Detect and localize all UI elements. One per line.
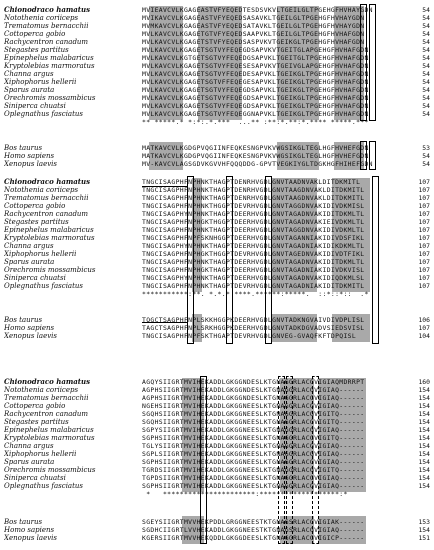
sequence: TNGCISAGPHFNPHGKTHAGPTDEERHVGDLGNVTAGADNIAKIDIVDKVISL — [142, 266, 365, 274]
sequence: TAGCTSAGPHFNPLSRKHGGPKDEERHVGDLGNVTADKDGVADVSIEDSVISL — [142, 324, 365, 332]
residue-count: 54 — [422, 160, 430, 168]
residue-count: 107 — [418, 202, 430, 210]
species-name: Chionodraco hamatus — [4, 378, 91, 386]
residue-count: 54 — [422, 46, 430, 54]
sequence: MV-KAVCVLAGSGDVKGVVHFQQQDDG-GPVTVEGKIYGLTDGKHGFHIHEFGDN — [142, 160, 373, 168]
residue-count: 154 — [418, 442, 430, 450]
species-name: Trematomus bernacchii — [4, 394, 89, 402]
residue-count: 54 — [422, 110, 430, 118]
species-name: Xenopus laevis — [4, 332, 57, 340]
sequence: KGERSIIGRTMVVHEKQDDLGKGGDEESLKTGNAGGRLACGVIGICP------ — [142, 534, 365, 542]
sequence: MVLKAVCVLKGAGETSGTVYFEQEGDSAPVKLTGEIKGLTPGEHGFHVHAFGDN — [142, 102, 369, 110]
residue-count: 154 — [418, 426, 430, 434]
residue-count: 154 — [418, 474, 430, 482]
sequence: SGEYSIIGRTMVVHEKPDDLGRGGNEESTKTGNAGSRLACGVIGIAK------ — [142, 518, 365, 526]
residue-count: 54 — [422, 78, 430, 86]
sequence: TNGCISAGPHYNPHNKTHAGPTDEERHVGDLGNVTAGADNIAKIDIKDKMLTL — [142, 242, 365, 250]
residue-count: 54 — [422, 38, 430, 46]
residue-count: 107 — [418, 250, 430, 258]
sequence: AGPHSIIGRTMVIHEKADDLGKGGNDESLKTGNAGGRLACGVIGIAQ------ — [142, 386, 365, 394]
sequence: AGPHSIIGRTMVIHEKADDLGKGGNDESLKTGNAGGRLACGVIGIAQ------ — [142, 394, 365, 402]
species-name: Stegastes partitus — [4, 46, 69, 54]
sequence: TNGCISAGPHFNPHNKTHAGPTDEVRHVGDLGNVTAGADNIAKIDITDKMITL — [142, 282, 365, 290]
motif-box-dashed — [286, 376, 293, 544]
sequence: MATKAVCVLKGDGPVQGIINFEQKESNGPVKVWGSIKGLTEGLHGFHVHEFGDN — [142, 144, 369, 152]
sequence: TNGCISAGPHFNPHGKTHGGPTDEERHVGDLGNVTAGADNVAKIEIVDKMLTL — [142, 218, 365, 226]
residue-count: 154 — [418, 458, 430, 466]
sequence: TGPDSIIGRTMVIHEKADDLGKGGNEESLKTGNAGGRLACGVIGIAQ------ — [142, 474, 365, 482]
sequence: SGPHSIIGRTMVIHEKADDLGKGGNEESLKTGNAGGRLACGVIGITQ------ — [142, 434, 365, 442]
residue-count: 53 — [422, 144, 430, 152]
species-name: Xiphophorus hellerii — [4, 450, 77, 458]
species-name: Xiphophorus hellerii — [4, 250, 77, 258]
species-name: Sparus aurata — [4, 258, 55, 266]
sequence: MVIEAVCVLKGAGEASTVFYEQEDTESDSVKVLTGEILGLTPGEHGFHVHAYGDN — [142, 6, 373, 14]
sequence: SGPHSIIGRTMVIHEKADDLGKGGNEESLKTGNAGGRLACGVIGIAQ------ — [142, 482, 365, 490]
sequence: TNGCISAGPHFNPHNKTHAGPTDENRHVGDLGNVTAAGDNVAKLDITDKMITL — [142, 186, 365, 194]
species-name — [4, 290, 140, 298]
sequence: MVLKAVCVLKGAGETSTVFYEQEDSASPVKVTGEIKGLTPGEHGFHVHAFGDN — [142, 38, 365, 46]
species-name: Trematomus bernacchii — [4, 22, 89, 30]
species-name: Siniperca chuatsi — [4, 474, 66, 482]
sequence: MATKAVCVLKGDGPVQGIINFEQKESNGPVKVWGSIKGLTEGLHGFHVHEFGDN — [142, 152, 369, 160]
residue-count: 107 — [418, 258, 430, 266]
residue-count: 107 — [418, 218, 430, 226]
residue-count: 154 — [418, 450, 430, 458]
sequence: TNGCISAGPHFNPFSKTHGAPTDEVRHVGDLGNVEG-GVAQFKFTDPQISL — [142, 332, 357, 340]
sequence: MVLKAVCVLKGAGETSGTVYFEQEGDSAPVKVTGEITGLAPGEHGFHVHAFGDN — [142, 46, 369, 54]
sequence: TNGCISAGPHYNPHNKTHAGPTDEERHVGDLGNVTAGADNVAKIDITDKMLTL — [142, 210, 365, 218]
sequence: MVLKAVCVLKGAGETGTVFYEQEDSAAPVKLTGEILGLTPGEHGFHVHAFGDN — [142, 30, 365, 38]
sequence: SGQHSIIGRTMVIHEKADDLGKGGNEESLKTGNAGGRLACGVIGITQ------ — [142, 410, 365, 418]
residue-count: 54 — [422, 70, 430, 78]
species-name: Epinephelus malabaricus — [4, 54, 94, 62]
sequence: TNGCISAGPHFNPFSKNHGGPTDEERHVGDLGNVTAGANNIAKIDIVDSFIKL — [142, 234, 365, 242]
residue-count: 107 — [418, 194, 430, 202]
species-name: Bos taurus — [4, 316, 43, 324]
motif-box — [369, 141, 376, 170]
species-name: Notothenia coriiceps — [4, 386, 79, 394]
species-name — [4, 490, 140, 498]
species-name: Siniperca chuatsi — [4, 274, 66, 282]
sequence: MVLKAVCVLKGAGETSGTVYFEQEGDSAPVKLTGEIKGLTPGEHGFHVHAFGDN — [142, 86, 369, 94]
species-name: Cottoperca gobio — [4, 402, 66, 410]
residue-count: 107 — [418, 324, 430, 332]
species-name: Orechromis mossambicus — [4, 466, 96, 474]
residue-count: 154 — [418, 434, 430, 442]
species-name: Stegastes partitus — [4, 418, 69, 426]
sequence: MVLKAVCVLKGTGETSGTVYFEQEDGSAPVKLTGEITGLTPGEHGFHVHAFGDN — [142, 54, 369, 62]
species-name: Oplegnathus fasciatus — [4, 110, 84, 118]
species-name: Sparus aurata — [4, 86, 55, 94]
residue-count: 107 — [418, 242, 430, 250]
species-name: Xenopus laevis — [4, 534, 57, 542]
sequence: TNGCISAGPHFNPHNKTHGGPTDEVRHVGDLGNVTAGGDNVAKIDIVDKMISL — [142, 202, 365, 210]
residue-count: 54 — [422, 22, 430, 30]
residue-count: 154 — [418, 394, 430, 402]
motif-box — [226, 176, 233, 344]
species-name: Xiphophorus hellerii — [4, 78, 77, 86]
residue-count: 151 — [418, 534, 430, 542]
motif-box — [187, 176, 194, 344]
residue-count: 54 — [422, 6, 430, 14]
sequence: SGPHSIIGRTMVIHEKADDLGKGGNEESLKTGNAGGRLACGVIGIAQ------ — [142, 458, 365, 466]
species-name: Orechromis mossambicus — [4, 266, 96, 274]
residue-count: 154 — [418, 466, 430, 474]
species-name: Oplegnathus fasciatus — [4, 282, 84, 290]
motif-box — [372, 176, 379, 344]
residue-count: 154 — [418, 410, 430, 418]
species-name: Cottoperca gobio — [4, 202, 66, 210]
motif-box — [360, 4, 367, 121]
residue-count: 154 — [418, 418, 430, 426]
species-name: Kryptolebias marmoratus — [4, 234, 95, 242]
residue-count: 54 — [422, 30, 430, 38]
species-name: Kryptolebias marmoratus — [4, 62, 95, 70]
alignment-block-3 — [0, 376, 434, 548]
motif-box — [360, 141, 367, 170]
residue-count — [408, 290, 430, 298]
residue-count: 107 — [418, 266, 430, 274]
conservation-line: ***********:**. *.*.* ****.******:*****. ::*::*:: .* — [142, 290, 369, 298]
species-name: Orechromis mossambicus — [4, 94, 96, 102]
species-name: Bos taurus — [4, 144, 43, 152]
motif-box — [265, 176, 272, 344]
residue-count — [408, 118, 430, 126]
species-name: Siniperca chuatsi — [4, 102, 66, 110]
alignment-block-1 — [0, 4, 434, 168]
residue-count: 154 — [418, 482, 430, 490]
sequence: SGQHSIIGRTMVIHEKADDLGKGGNEESLKTGNAGGRLACGVIGITQ------ — [142, 418, 365, 426]
sequence: TNGCISAGPHFNPHNKTHAGPTDEERHVGDLGNVTAGGDNVAKIDIVDKMLTL — [142, 226, 365, 234]
sequence: MVMKAVCVLKGAGEASTVFYEQEDSATAVKLTGEILGLTPGEHGFHVHAYGDN — [142, 22, 365, 30]
species-name: Channa argus — [4, 242, 54, 250]
species-name — [4, 118, 140, 126]
species-name: Cottoperca gobio — [4, 30, 66, 38]
sequence: AGQYSIIGRTMVIHEKADDLGKGGNDESLKTGNAGGRLACGVIGIAQMDRRPT — [142, 378, 365, 386]
species-name: Rachycentron canadum — [4, 38, 89, 46]
residue-count: 154 — [418, 386, 430, 394]
residue-count: 54 — [422, 86, 430, 94]
sequence: TGRDSIIGRTMVIHEKADDLGKGGNEESLKTGNAGGRLACGVIGITQ------ — [142, 466, 365, 474]
species-name: Epinephelus malabaricus — [4, 426, 94, 434]
residue-count: 54 — [422, 62, 430, 70]
species-name: Rachycentron canadum — [4, 210, 89, 218]
motif-box — [369, 4, 376, 121]
species-name: Homo sapiens — [4, 324, 55, 332]
residue-count: 54 — [422, 54, 430, 62]
sequence: MVLKAVCVLKGAGETSGTVYFEQEGDSAPVKLTGEIKGLTPGEHGFHVHAFGDN — [142, 94, 369, 102]
species-name: Channa argus — [4, 442, 54, 450]
species-name: Xenopus laevis — [4, 160, 57, 168]
residue-count: 54 — [422, 14, 430, 22]
sequence: NGEHSIIGRTMVIHEKADDLGKGGNEESLKTGNAGGRLACGVIGIAQ------ — [142, 402, 365, 410]
species-name: Rachycentron canadum — [4, 410, 89, 418]
alignment-block-2 — [0, 178, 434, 348]
residue-count: 107 — [418, 210, 430, 218]
sequence: TNGCISAGPHFNPHNKTHAGPTDEERHVGDLGNVTAGADNVAKIDITDKMLTL — [142, 258, 365, 266]
residue-count: 107 — [418, 282, 430, 290]
sequence: TNGCISAGPHFNPHNKTHAGPTDENRHVGDLGNVTAADNVAKLDITDKMITL — [142, 178, 361, 186]
conservation-line: * **********************:*******************:* — [142, 490, 348, 498]
sequence: MVLKAVCVLKGAGETSGTVYFEQEGGNAPVKLTGEIKGLTPGEHGFHVHAFGDN — [142, 110, 369, 118]
species-name: Kryptolebias marmoratus — [4, 434, 95, 442]
residue-count: 160 — [418, 378, 430, 386]
species-name: Epinephelus malabaricus — [4, 226, 94, 234]
sequence: TNGCISAGPHFNPHNKTHAGPTDENRHVGDLGNVTAAGDNVAKLDITDKMITL — [142, 194, 365, 202]
sequence: MVLKAVCVLKGAGETSGTVYFEQESESAPVKVTGEIVGLAPGEHGFHVHAFGDN — [142, 62, 369, 70]
sequence: TGLYSIIGRTMVIHEKADDLGKGGNEESLKTGNAGGRLACGVIGIAQ------ — [142, 442, 365, 450]
species-name: Notothenia coriiceps — [4, 186, 79, 194]
sequence: TNGCISAGPHFNPHGKTHGGPTDEVRHVGDLGNVTAGEDNVAKIDIVDTFIKL — [142, 250, 365, 258]
motif-box — [200, 376, 207, 544]
residue-count: 54 — [422, 152, 430, 160]
species-name: Stegastes partitus — [4, 218, 69, 226]
sequence: SGDHCIIGRTLVVHEKADDLGKGGNEESTKTGNAGSRLACGVIGIAQ------ — [142, 526, 365, 534]
species-name: Trematomus bernacchii — [4, 194, 89, 202]
residue-count: 154 — [418, 402, 430, 410]
residue-count: 107 — [418, 274, 430, 282]
motif-box-dashed — [278, 376, 285, 544]
sequence: SGPLSIIGRTMVIHEKADDLGKGGNEESLKTGNAGGRLACGVIGIAQ------ — [142, 450, 365, 458]
residue-count: 153 — [418, 518, 430, 526]
residue-count: 106 — [418, 316, 430, 324]
residue-count: 107 — [418, 178, 430, 186]
sequence: MVLKAVCVLKGAGETSGTVYFEQEDESAPVKLTGEIKGLTPGEHGFHVHAFGDN — [142, 70, 369, 78]
residue-count: 54 — [422, 94, 430, 102]
residue-count: 54 — [422, 102, 430, 110]
sequence: TNGCISAGPHYNPHNKTHAGPTDEERHVGDLGNVTAGADNVAKIDIQDKMLSL — [142, 274, 365, 282]
species-name: Notothenia coriiceps — [4, 14, 79, 22]
sequence: MVLKAVCVLKGAGETSGTVFFEQEGESAPVKLTGEIKGLTPGEHGFHVHAFGDN — [142, 78, 369, 86]
species-name: Channa argus — [4, 70, 54, 78]
motif-box-dashed — [312, 376, 319, 544]
species-name: Bos taurus — [4, 518, 43, 526]
species-name: Homo sapiens — [4, 152, 55, 160]
species-name: Oplegnathus fasciatus — [4, 482, 84, 490]
species-name: Chionodraco hamatus — [4, 6, 91, 14]
residue-count: 107 — [418, 186, 430, 194]
conservation-line: ** *****.* *:*:.*.*** ...** :**:*.**:*.**** *****.*** — [142, 118, 369, 126]
residue-count: 107 — [418, 226, 430, 234]
residue-count: 154 — [418, 526, 430, 534]
residue-count — [408, 490, 430, 498]
species-name: Sparus aurata — [4, 458, 55, 466]
sequence: MVIKAVCVLKGAGEASTVFYEQEDSASAVKLTGEILGLTPGEHGFHVHAYGDN — [142, 14, 365, 22]
sequence: TQGCTSAGPHFNPLSKKHGGPKDEERHVGDLGNVTADKNGVAIVDIVDPLISL — [142, 316, 365, 324]
species-name: Homo sapiens — [4, 526, 55, 534]
residue-count: 107 — [418, 234, 430, 242]
residue-count: 104 — [418, 332, 430, 340]
species-name: Chionodraco hamatus — [4, 178, 91, 186]
sequence: SGPYSIIGRTMVIHEKADDLGKGGNEESLKTGNAGGRLACGVIGIAQ------ — [142, 426, 365, 434]
